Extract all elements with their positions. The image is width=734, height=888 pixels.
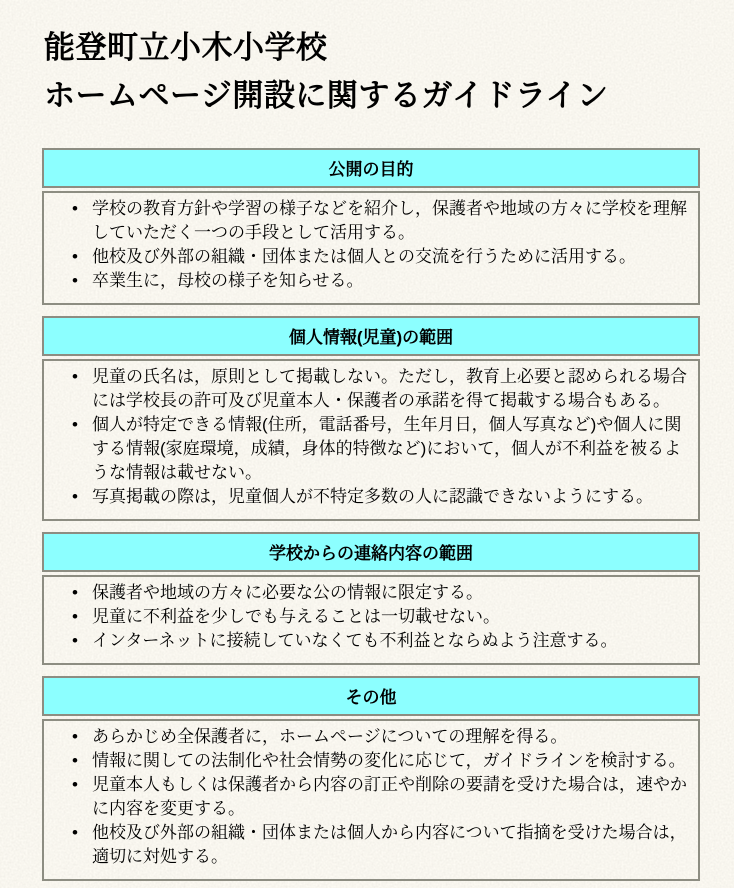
guideline-item: • 他校及び外部の組織・団体または個人から内容について指摘を受けた場合は，適切に対処する。 [52, 821, 690, 869]
guideline-item: • 児童に不利益を少しでも与えることは一切載せない。 [52, 605, 690, 629]
guideline-list [52, 725, 690, 869]
guideline-item: • 卒業生に，母校の様子を知らせる。 [52, 269, 690, 293]
guideline-item: • あらかじめ全保護者に，ホームページについての理解を得る。 [52, 725, 690, 749]
section-heading-label: 学校からの連絡内容の範囲 [269, 544, 473, 563]
section-heading-bar [42, 676, 700, 716]
section-heading-bar [42, 316, 700, 356]
section-body-box [42, 719, 700, 881]
guideline-item: • インターネットに接続していなくても不利益とならぬよう注意する。 [52, 629, 690, 653]
guideline-section [42, 676, 700, 881]
guideline-list [52, 581, 690, 653]
section-body-box [42, 191, 700, 305]
section-heading-label: その他 [345, 688, 397, 707]
guideline-item: • 保護者や地域の方々に必要な公の情報に限定する。 [52, 581, 690, 605]
guideline-item: • 写真掲載の際は，児童個人が不特定多数の人に認識できないようにする。 [52, 485, 690, 509]
page-title-line2: ホームページ開設に関するガイドライン [44, 78, 609, 113]
guideline-item: • 児童の氏名は，原則として掲載しない。ただし，教育上必要と認められる場合には学校長の許可及び児童本人・保護者の承諾を得て掲載する場合もある。 [52, 365, 690, 413]
guideline-item: • 児童本人もしくは保護者から内容の訂正や削除の要請を受けた場合は，速やかに内容を変更する。 [52, 773, 690, 821]
section-heading-bar [42, 148, 700, 188]
section-heading-label: 公開の目的 [328, 160, 414, 179]
guideline-item: • 個人が特定できる情報(住所，電話番号，生年月日，個人写真など)や個人に関する情報(家庭環境，成績，身体的特徴など)において，個人が不利益を被るような情報は載せない。 [52, 413, 690, 485]
sections-container [42, 148, 700, 881]
guideline-section [42, 316, 700, 521]
section-body-box [42, 359, 700, 521]
guideline-item: • 情報に関しての法制化や社会情勢の変化に応じて，ガイドラインを検討する。 [52, 749, 690, 773]
guideline-section [42, 532, 700, 665]
guideline-section [42, 148, 700, 305]
guideline-item: • 学校の教育方針や学習の様子などを紹介し，保護者や地域の方々に学校を理解していただく一つの手段として活用する。 [52, 197, 690, 245]
section-heading-label: 個人情報(児童)の範囲 [288, 328, 454, 347]
guideline-list [52, 197, 690, 293]
page-title-line1: 能登町立小木小学校 [44, 30, 328, 65]
guideline-list [52, 365, 690, 509]
section-heading-bar [42, 532, 700, 572]
page-title [44, 24, 700, 120]
section-body-box [42, 575, 700, 665]
guideline-item: • 他校及び外部の組織・団体または個人との交流を行うために活用する。 [52, 245, 690, 269]
